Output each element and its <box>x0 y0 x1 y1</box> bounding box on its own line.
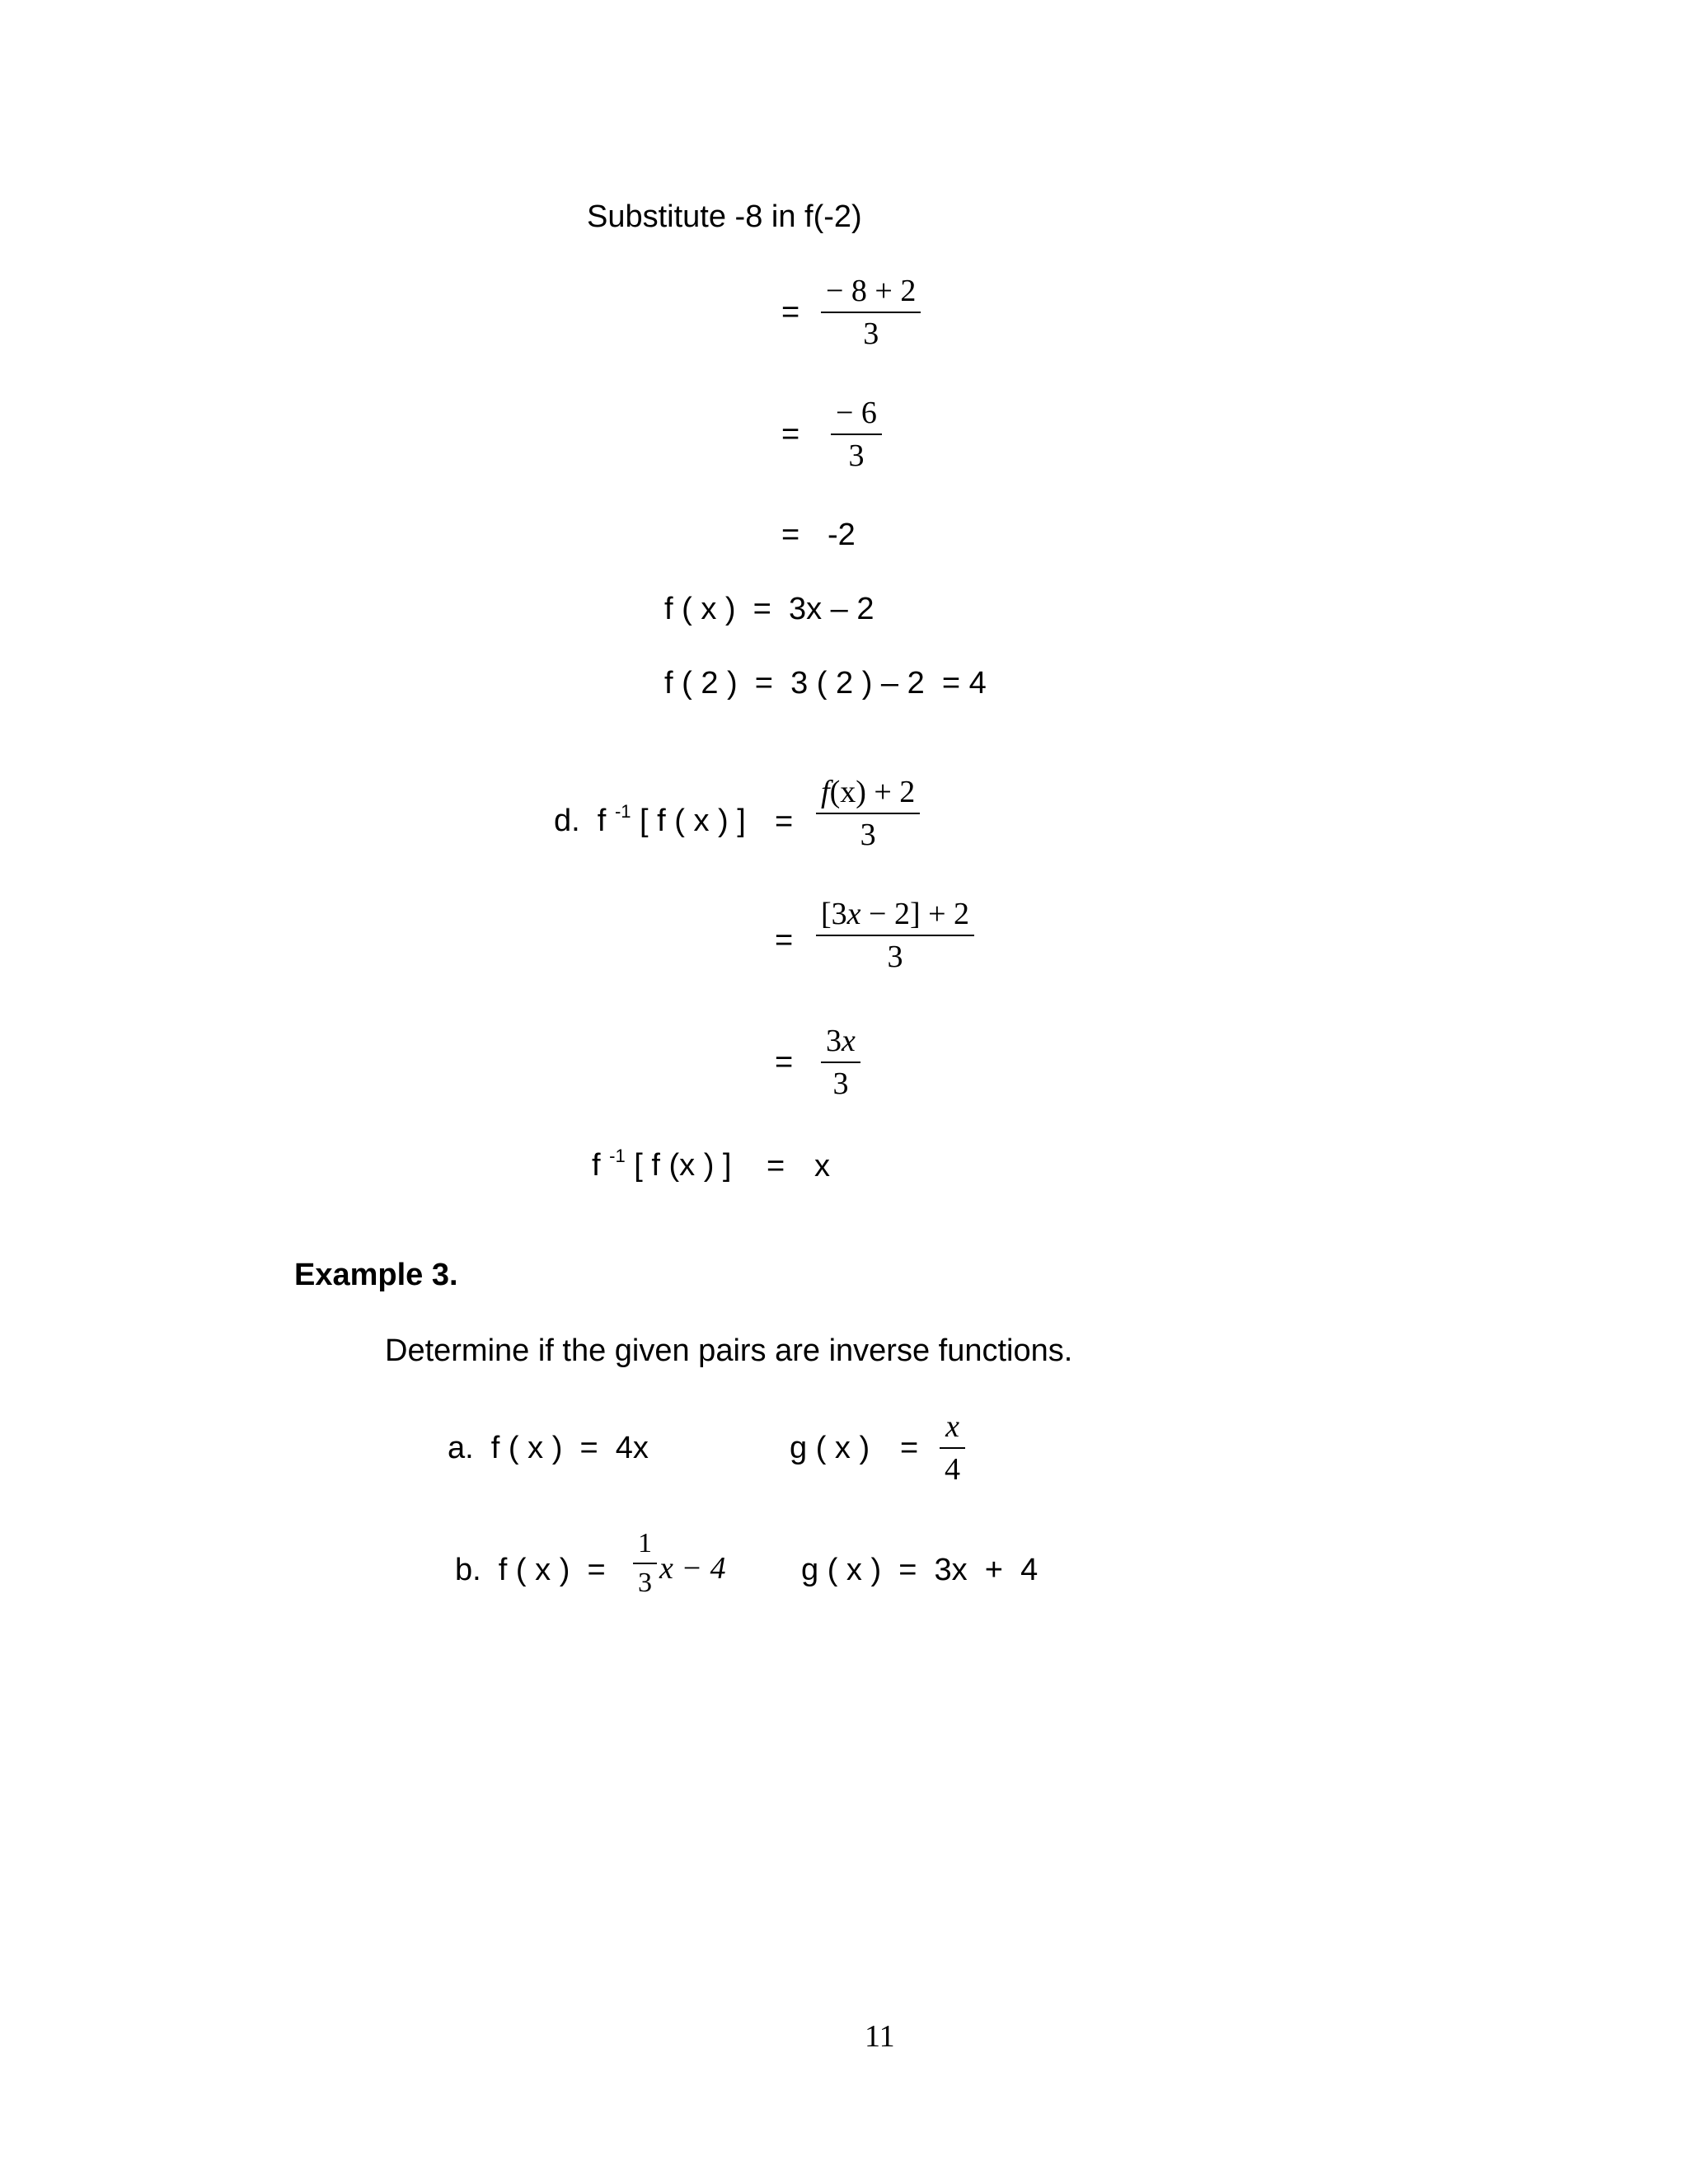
equals-sign: = <box>781 295 800 330</box>
equals-sign: = <box>767 1149 785 1183</box>
denominator: 3 <box>860 818 876 852</box>
numerator: 3x <box>826 1024 856 1058</box>
equals-sign: = <box>775 923 794 958</box>
denominator: 4 <box>945 1452 960 1487</box>
fraction-d-1 <box>816 776 920 851</box>
denominator: 3 <box>832 1066 849 1101</box>
instruction-text: Determine if the given pairs are inverse functions. <box>385 1333 1073 1368</box>
equals-sign: = <box>781 518 800 552</box>
numerator: 1 <box>638 1528 652 1558</box>
pair-b-f: b. f ( x ) = <box>455 1553 606 1587</box>
part-d-result-label: f $^{-1}$ [ f (x ) ] <box>592 1146 732 1183</box>
example-heading: Example 3. <box>294 1258 458 1292</box>
function-evaluation: f ( 2 ) = 3 ( 2 ) – 2 = 4 <box>664 666 987 701</box>
step-3-result: -2 <box>828 518 856 552</box>
equals-sign: = <box>781 417 800 452</box>
pair-b-f-tail: x − 4 <box>659 1551 726 1586</box>
function-definition: f ( x ) = 3x – 2 <box>664 592 874 626</box>
equals-sign: = <box>775 1045 794 1080</box>
pair-b-g: g ( x ) = 3x + 4 <box>801 1553 1039 1587</box>
equals-sign: = <box>900 1431 919 1465</box>
denominator: 3 <box>887 940 903 974</box>
numerator: [3x − 2] + 2 <box>821 897 970 931</box>
denominator: 3 <box>638 1568 652 1598</box>
part-d-result-value: x <box>814 1149 830 1183</box>
pair-a-f: a. f ( x ) = 4x <box>448 1431 649 1465</box>
pair-a-g: g ( x ) <box>790 1431 870 1465</box>
numerator: x <box>945 1409 959 1444</box>
page-number: 11 <box>865 2019 895 2054</box>
fraction-pair-b-f <box>633 1530 657 1597</box>
denominator: 3 <box>848 438 865 473</box>
fraction-d-2 <box>816 898 974 972</box>
equals-sign: = <box>775 804 794 839</box>
numerator: − 6 <box>836 396 877 430</box>
part-d-label: d. f $^{-1}$ [ f ( x ) ] <box>554 801 746 838</box>
numerator: − 8 + 2 <box>826 274 917 308</box>
denominator: 3 <box>863 316 879 351</box>
fraction-pair-a-g <box>940 1411 965 1485</box>
substitute-instruction: Substitute -8 in f(-2) <box>587 199 862 234</box>
numerator: f(x) + 2 <box>821 775 916 809</box>
fraction-d-3 <box>821 1025 860 1099</box>
fraction-step-1 <box>821 275 921 349</box>
fraction-step-2 <box>831 397 882 471</box>
